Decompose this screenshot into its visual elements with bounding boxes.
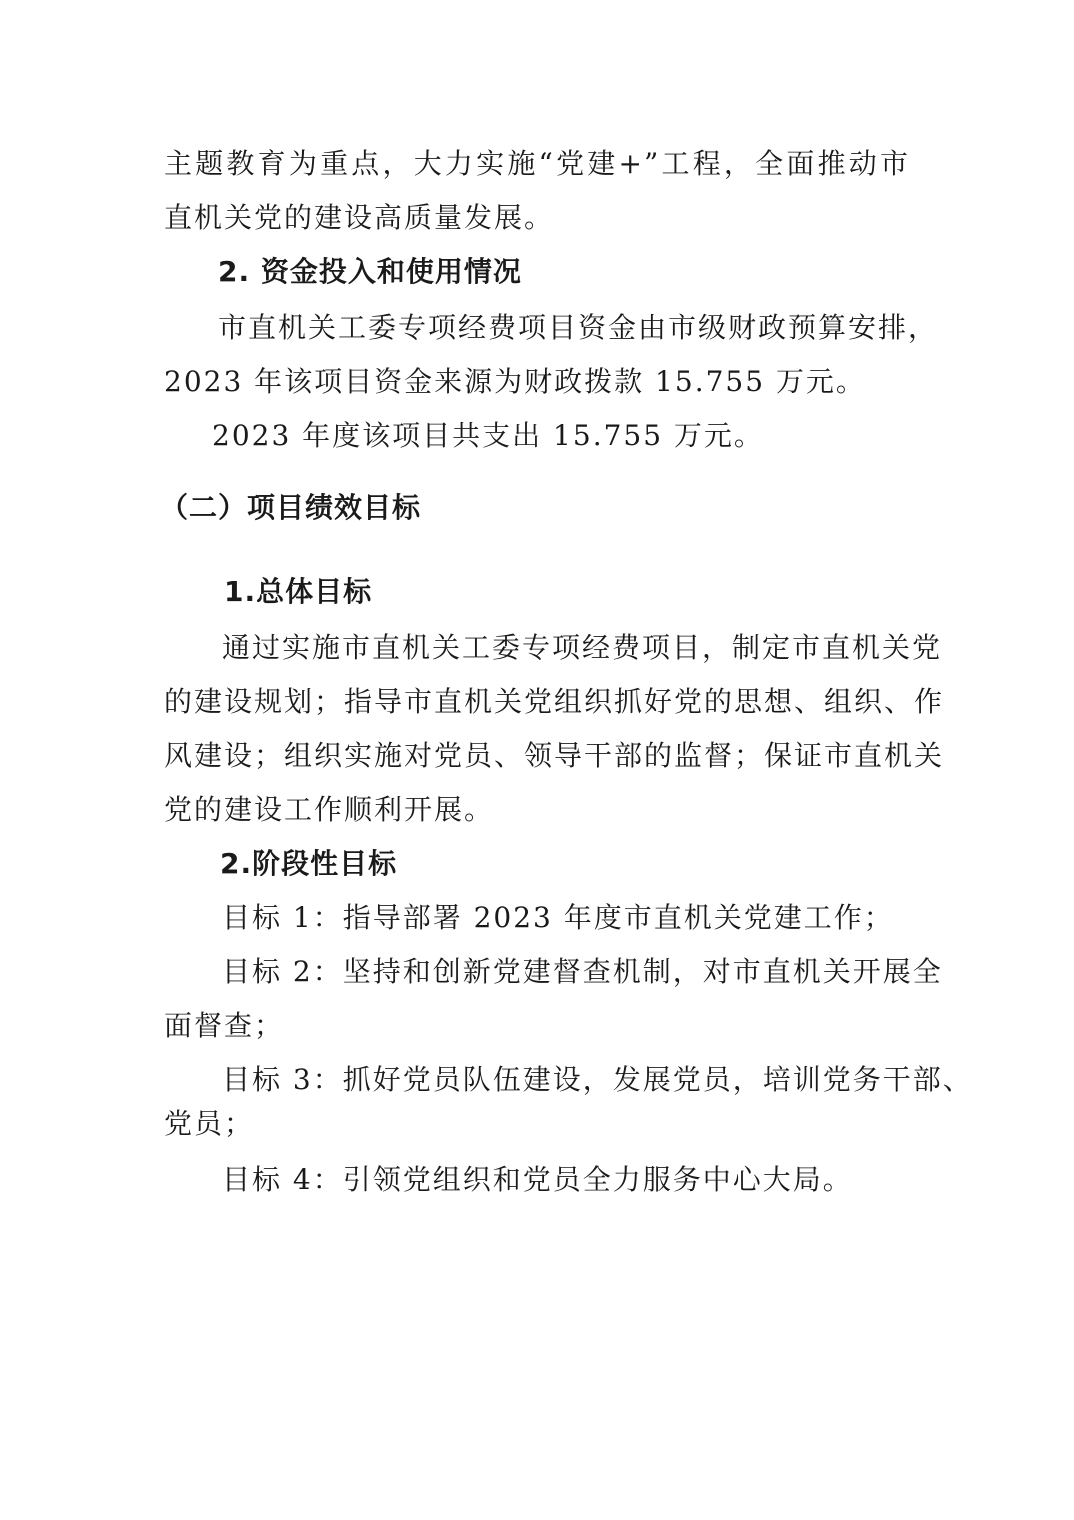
paragraph-line: 的建设规划；指导市直机关党组织抓好党的思想、组织、作 — [164, 685, 945, 718]
goal-item-2: 目标 2：坚持和创新党建督查机制，对市直机关开展全 — [222, 955, 943, 988]
paragraph-line: 通过实施市直机关工委专项经费项目，制定市直机关党 — [222, 631, 943, 664]
goal-item-2-cont: 面督查； — [164, 1009, 285, 1042]
goal-item-1: 目标 1：指导部署 2023 年度市直机关党建工作； — [222, 901, 894, 934]
paragraph-line: 风建设；组织实施对党员、领导干部的监督；保证市直机关 — [164, 739, 945, 772]
subheading-overall-goal: 1.总体目标 — [224, 575, 373, 608]
paragraph-line: 直机关党的建设高质量发展。 — [164, 201, 555, 234]
subheading-funds: 2. 资金投入和使用情况 — [218, 255, 522, 288]
goal-item-3-cont: 党员； — [164, 1107, 255, 1140]
goal-item-4: 目标 4：引领党组织和党员全力服务中心大局。 — [222, 1163, 853, 1196]
goal-item-3: 目标 3：抓好党员队伍建设，发展党员，培训党务干部、 — [222, 1063, 973, 1096]
subheading-stage-goal: 2.阶段性目标 — [220, 847, 398, 880]
paragraph-line: 2023 年该项目资金来源为财政拨款 15.755 万元。 — [164, 365, 866, 398]
paragraph-line: 党的建设工作顺利开展。 — [164, 793, 495, 826]
paragraph-line: 市直机关工委专项经费项目资金由市级财政预算安排， — [218, 311, 939, 344]
section-heading: （二）项目绩效目标 — [160, 491, 422, 524]
paragraph-line: 主题教育为重点，大力实施“党建+”工程，全面推动市 — [164, 147, 910, 180]
paragraph-line: 2023 年度该项目共支出 15.755 万元。 — [212, 419, 764, 452]
